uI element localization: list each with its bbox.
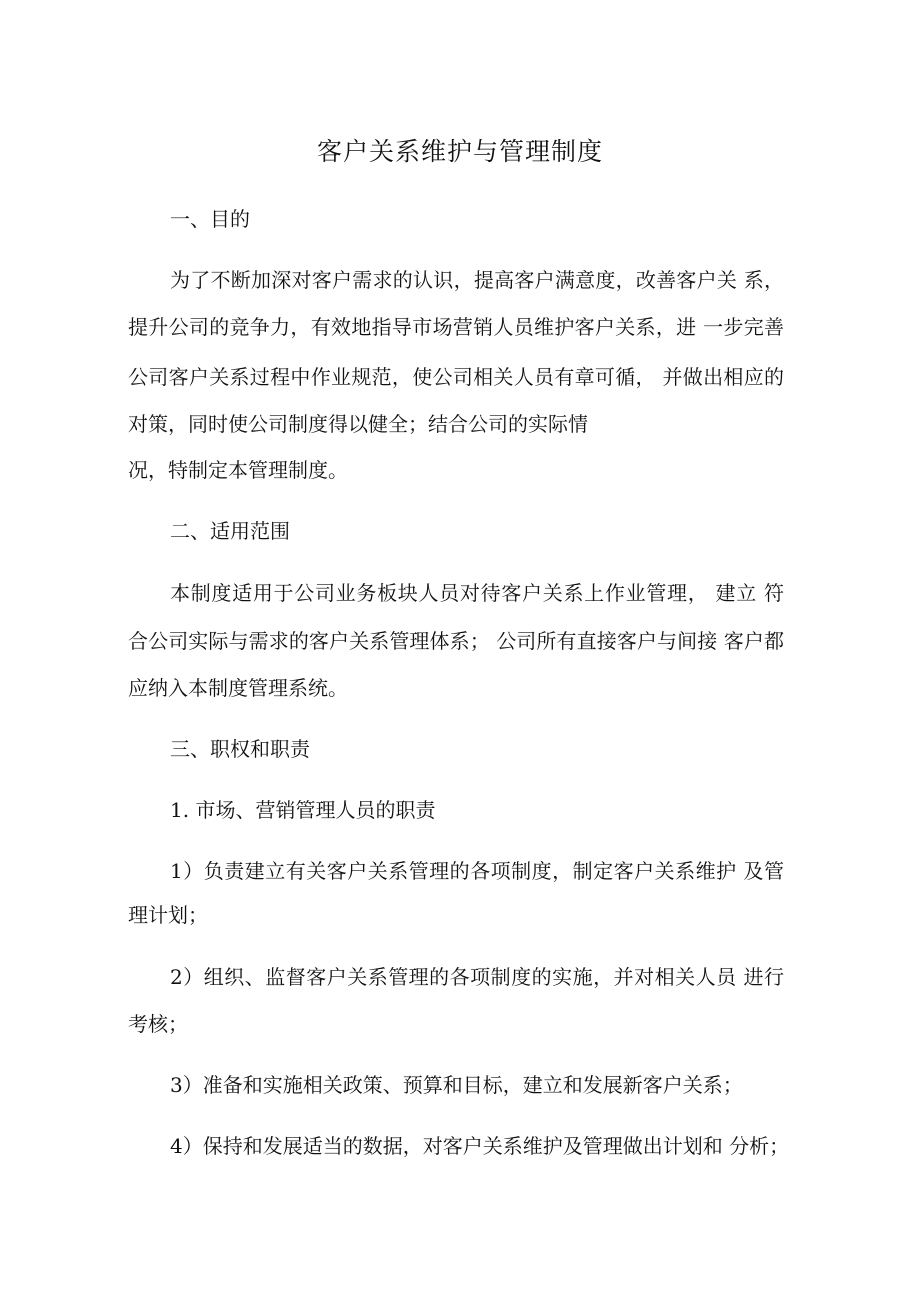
paragraph-line: 本制度适用于公司业务板块人员对待客户关系上作业管理， 建立 符 bbox=[170, 581, 784, 605]
list-item-line: 2）组织、监督客户关系管理的各项制度的实施，并对相关人员 进行 bbox=[170, 965, 784, 989]
list-item-line: 4）保持和发展适当的数据，对客户关系维护及管理做出计划和 分析； bbox=[170, 1134, 790, 1158]
list-item-line: 考核； bbox=[128, 1012, 188, 1036]
paragraph-line: 对策，同时使公司制度得以健全；结合公司的实际情 bbox=[128, 412, 588, 436]
paragraph-line: 合公司实际与需求的客户关系管理体系； 公司所有直接客户与间接 客户都 bbox=[128, 629, 784, 653]
section-heading-responsibilities: 三、职权和职责 bbox=[170, 737, 310, 761]
paragraph-line: 提升公司的竞争力，有效地指导市场营销人员维护客户关系，进 一步完善 bbox=[128, 315, 784, 339]
list-item-line: 1）负责建立有关客户关系管理的各项制度，制定客户关系维护 及管 bbox=[170, 859, 784, 883]
paragraph-line: 应纳入本制度管理系统。 bbox=[128, 676, 348, 700]
subsection-heading-marketing: 1. 市场、营销管理人员的职责 bbox=[170, 798, 436, 822]
paragraph-line: 况，特制定本管理制度。 bbox=[128, 458, 348, 482]
page-title: 客户关系维护与管理制度 bbox=[316, 137, 603, 166]
section-heading-scope: 二、适用范围 bbox=[170, 519, 290, 543]
paragraph-line: 为了不断加深对客户需求的认识，提高客户满意度，改善客户关 系， bbox=[170, 268, 784, 292]
list-item-line: 理计划； bbox=[128, 903, 208, 927]
paragraph-line: 公司客户关系过程中作业规范，使公司相关人员有章可循， 并做出相应的 bbox=[128, 365, 784, 389]
section-heading-purpose: 一、目的 bbox=[170, 207, 250, 231]
list-item-line: 3）准备和实施相关政策、预算和目标，建立和发展新客户关系； bbox=[170, 1073, 743, 1097]
